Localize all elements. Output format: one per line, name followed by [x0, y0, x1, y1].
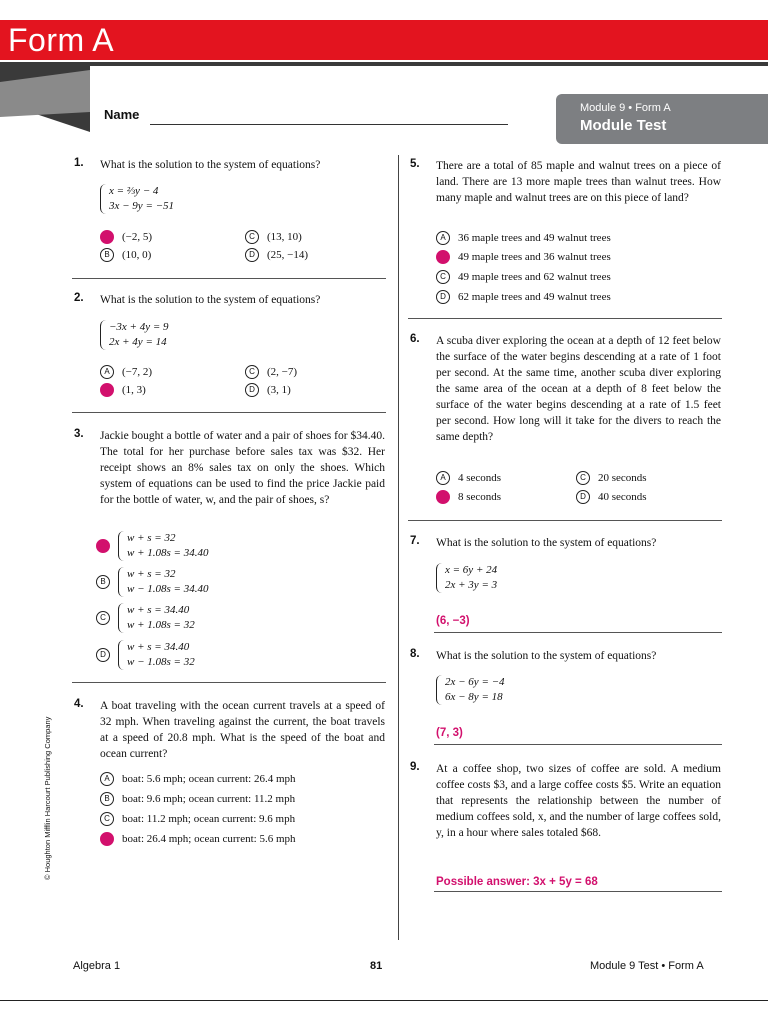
divider [72, 278, 386, 279]
bottom-rule [0, 1000, 768, 1001]
bubble-icon: A [436, 471, 450, 485]
question-text: What is the solution to the system of equations? [100, 159, 321, 171]
answer-choice-c[interactable] [436, 270, 611, 284]
question-text: Jackie bought a bottle of water and a pair of shoes for $34.40. The total for her purchase before sales tax was $32. Her receipt shows an 8% sales tax on only the shoes. Which system of equations can be used to find the price Jackie paid for the bottle of water, w, and the pair of shoes, s? [100, 430, 385, 506]
answer-choice-c[interactable] [96, 603, 195, 633]
answer-choice-b[interactable] [96, 567, 208, 597]
name-field[interactable] [150, 124, 508, 125]
bubble-icon: B [100, 383, 114, 397]
bubble-icon: D [576, 490, 590, 504]
choice-text: 8 seconds [458, 491, 502, 503]
choice-text: boat: 5.6 mph; ocean current: 26.4 mph [122, 773, 296, 785]
question-number: 5. [410, 158, 420, 170]
answer-choice-b[interactable] [100, 792, 295, 806]
choice-text: 4 seconds [458, 472, 502, 484]
answer-choice-d[interactable] [576, 490, 647, 504]
equation-system [118, 640, 195, 670]
equation: w + s = 34.40 [127, 641, 190, 653]
answer-text: (7, 3) [436, 727, 463, 739]
answer-choice-a[interactable] [436, 231, 611, 245]
equation: w + 1.08s = 32 [127, 619, 195, 631]
form-banner [0, 20, 768, 60]
question-number: 4. [74, 698, 84, 710]
bubble-icon: B [100, 248, 114, 262]
bubble-icon: D [100, 832, 114, 846]
question-number: 9. [410, 761, 420, 773]
footer-test-name: Module 9 Test • Form A [590, 960, 704, 972]
answer-choice-a[interactable] [100, 230, 152, 244]
answer-choice-d[interactable] [436, 290, 611, 304]
bubble-icon: A [100, 772, 114, 786]
answer-choice-a[interactable] [100, 365, 152, 379]
question-text: What is the solution to the system of equations? [436, 537, 657, 549]
choice-text: 49 maple trees and 62 walnut trees [458, 271, 611, 283]
answer-choice-c[interactable] [245, 365, 297, 379]
choice-text: 20 seconds [598, 472, 647, 484]
answer-choice-d[interactable] [245, 248, 308, 262]
equation: w − 1.08s = 34.40 [127, 583, 209, 595]
equation: −3x + 4y = 9 [109, 321, 169, 333]
question-number: 1. [74, 157, 84, 169]
choice-text: boat: 9.6 mph; ocean current: 11.2 mph [122, 793, 296, 805]
question-number: 8. [410, 648, 420, 660]
question-number: 2. [74, 292, 84, 304]
copyright-text: © Houghton Mifflin Harcourt Publishing Company [43, 716, 52, 880]
bubble-icon: C [245, 365, 259, 379]
choice-text: 49 maple trees and 36 walnut trees [458, 251, 611, 263]
answer-choice-a[interactable] [100, 772, 296, 786]
bubble-icon: D [96, 648, 110, 662]
question-number: 3. [74, 428, 84, 440]
bubble-icon: C [576, 471, 590, 485]
bubble-icon: C [436, 270, 450, 284]
choice-text: 40 seconds [598, 491, 647, 503]
footer-course: Algebra 1 [73, 960, 121, 972]
bubble-icon: C [245, 230, 259, 244]
equation: x = 6y + 24 [445, 564, 498, 576]
answer-choice-c[interactable] [245, 230, 302, 244]
answer-choice-b[interactable] [436, 490, 501, 504]
answer-choice-d[interactable] [245, 383, 291, 397]
choice-text: boat: 26.4 mph; ocean current: 5.6 mph [122, 833, 296, 845]
equation: w + s = 32 [127, 532, 176, 544]
equation: x = ⅔y − 4 [109, 185, 159, 197]
divider [408, 318, 722, 319]
choice-text: (3, 1) [267, 384, 291, 396]
choice-text: 36 maple trees and 49 walnut trees [458, 232, 611, 244]
equation: 2x − 6y = −4 [445, 676, 505, 688]
answer-choice-b[interactable] [436, 250, 611, 264]
choice-text: (25, −14) [267, 249, 309, 261]
question-number: 6. [410, 333, 420, 345]
choice-text: (13, 10) [267, 231, 302, 243]
question-text: A boat traveling with the ocean current travels at a speed of 32 mph. When traveling against the current, the boat travels at a speed of 20.8 mph. What is the speed of the boat and ocean current? [100, 700, 385, 760]
bubble-icon: D [245, 248, 259, 262]
equation: 6x − 8y = 18 [445, 691, 503, 703]
bubble-icon: B [100, 792, 114, 806]
equation: w − 1.08s = 32 [127, 656, 195, 668]
equation-system [100, 320, 169, 350]
answer-choice-d[interactable] [96, 640, 195, 670]
equation: w + 1.08s = 34.40 [127, 547, 209, 559]
choice-text: (2, −7) [267, 366, 298, 378]
question-text: There are a total of 85 maple and walnut trees on a piece of land. There are 13 more maple trees than walnut trees. How many maple and walnut trees are on this piece of land? [436, 160, 721, 204]
divider [72, 412, 386, 413]
module-title: Module Test [580, 117, 667, 134]
choice-text: 62 maple trees and 49 walnut trees [458, 291, 611, 303]
answer-choice-c[interactable] [100, 812, 295, 826]
divider [408, 520, 722, 521]
answer-line[interactable] [434, 891, 722, 892]
question-text: What is the solution to the system of equations? [436, 650, 657, 662]
question-text: At a coffee shop, two sizes of coffee are sold. A medium coffee costs $3, and a large coffee costs $5. Write an equation that represents the relationship between the number of medium coffees sold, x, and the number of large coffees sold, y, in a hour where sales totaled $68. [436, 763, 721, 839]
equation-system [118, 567, 208, 597]
answer-line[interactable] [434, 632, 722, 633]
column-divider [398, 155, 399, 940]
equation-system [118, 531, 208, 561]
page-number: 81 [370, 960, 383, 972]
equation-system [100, 184, 174, 214]
name-label: Name [104, 107, 140, 122]
equation: w + s = 32 [127, 568, 176, 580]
answer-choice-c[interactable] [576, 471, 647, 485]
equation-system [436, 675, 505, 705]
bubble-icon: B [436, 250, 450, 264]
bubble-icon: D [436, 290, 450, 304]
choice-text: (−7, 2) [122, 366, 153, 378]
divider [72, 682, 386, 683]
form-title: Form A [8, 22, 115, 58]
choice-text: (−2, 5) [122, 231, 153, 243]
choice-text: (1, 3) [122, 384, 146, 396]
answer-choice-b[interactable] [100, 248, 151, 262]
choice-text: boat: 11.2 mph; ocean current: 9.6 mph [122, 813, 296, 825]
module-subtitle: Module 9 • Form A [580, 102, 671, 114]
equation: 2x + 3y = 3 [445, 579, 498, 591]
bubble-icon: A [100, 365, 114, 379]
equation: w + s = 34.40 [127, 604, 190, 616]
bubble-icon: B [436, 490, 450, 504]
choice-text: (10, 0) [122, 249, 152, 261]
question-text: What is the solution to the system of equations? [100, 294, 321, 306]
answer-choice-b[interactable] [100, 383, 146, 397]
bubble-icon: C [96, 611, 110, 625]
bubble-icon: A [436, 231, 450, 245]
equation: 2x + 4y = 14 [109, 336, 167, 348]
equation: 3x − 9y = −51 [109, 200, 175, 212]
answer-text: (6, −3) [436, 615, 470, 627]
answer-choice-d[interactable] [100, 832, 296, 846]
equation-system [436, 563, 497, 593]
question-text: A scuba diver exploring the ocean at a depth of 12 feet below the surface of the water begins descending at a rate of 1 foot per second. At the same time, another scuba diver exploring the same area of the ocean at a depth of 8 feet below the surface of the water begins descending at a rate of 1.5 feet per second. How long will it take for the divers to reach the same depth? [436, 335, 721, 443]
answer-choice-a[interactable] [436, 471, 501, 485]
bubble-icon: A [100, 230, 114, 244]
answer-line[interactable] [434, 744, 722, 745]
bubble-icon: B [96, 575, 110, 589]
bubble-icon: D [245, 383, 259, 397]
answer-text: Possible answer: 3x + 5y = 68 [436, 876, 598, 888]
bubble-icon: C [100, 812, 114, 826]
equation-system [118, 603, 195, 633]
bubble-icon: A [96, 539, 110, 553]
question-number: 7. [410, 535, 420, 547]
answer-choice-a[interactable] [96, 531, 208, 561]
